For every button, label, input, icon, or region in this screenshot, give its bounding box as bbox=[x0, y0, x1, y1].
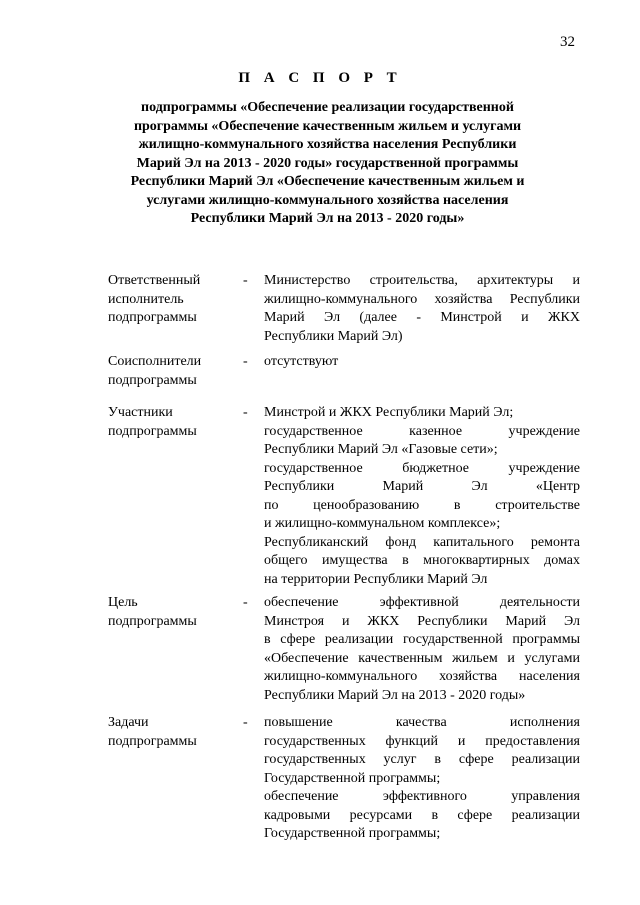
subtitle-line: программы «Обеспечение качественным жильем и услугами bbox=[133, 118, 522, 134]
row-label-line: Соисполнители bbox=[108, 354, 202, 369]
row-label bbox=[108, 594, 238, 631]
row-content-line: Республики Марий Эл «Центр bbox=[264, 479, 580, 494]
row-label-line: подпрограммы bbox=[108, 372, 197, 388]
row-content-line: повышение качества исполнения bbox=[264, 715, 580, 730]
document-title: П А С П О Р Т bbox=[238, 70, 402, 86]
row-content-line: общего имущества в многоквартирных домах bbox=[264, 553, 580, 568]
row-content-line: по ценообразованию в строительстве bbox=[264, 497, 580, 513]
row-content-line: Республиканский фонд капитального ремонта bbox=[264, 534, 580, 550]
row-label bbox=[108, 404, 238, 441]
row-label-line: подпрограммы bbox=[108, 423, 197, 439]
row-content-line: обеспечение эффективной деятельности bbox=[264, 595, 580, 610]
row-content bbox=[264, 594, 580, 705]
row-label-line: Ответственный bbox=[108, 273, 201, 288]
row-content-line: в сфере реализации государственной программы bbox=[264, 632, 580, 647]
row-content-line: отсутствуют bbox=[264, 354, 339, 369]
row-content-line: жилищно-коммунального хозяйства населения bbox=[264, 669, 580, 684]
row-dash: - bbox=[243, 595, 248, 610]
row-label bbox=[108, 272, 238, 328]
row-content bbox=[264, 353, 580, 372]
row-content-line: государственное казенное учреждение bbox=[264, 423, 580, 439]
row-label-line: Задачи bbox=[108, 715, 149, 730]
page-number: 32 bbox=[560, 34, 575, 50]
row-label-line: Цель bbox=[108, 595, 138, 610]
subtitle-line: услугами жилищно-коммунального хозяйства населения bbox=[146, 192, 509, 208]
row-content-line: жилищно-коммунального хозяйства Республики bbox=[264, 291, 580, 307]
row-label-line: подпрограммы bbox=[108, 310, 197, 325]
subtitle-line: жилищно-коммунального хозяйства населения Республики bbox=[138, 137, 517, 152]
row-content bbox=[264, 404, 580, 589]
subtitle-line: подпрограммы «Обеспечение реализации государственной bbox=[141, 100, 514, 115]
subtitle-line: Марий Эл на 2013 - 2020 годы» государственной программы bbox=[136, 155, 519, 171]
row-content-line: государственное бюджетное учреждение bbox=[264, 460, 580, 476]
row-dash: - bbox=[243, 715, 248, 730]
row-content-line: обеспечение эффективного управления bbox=[264, 789, 580, 804]
row-label-line: исполнитель bbox=[108, 291, 184, 307]
row-content-line: Минстроя и ЖКХ Республики Марий Эл bbox=[264, 613, 580, 629]
row-content-line: и жилищно-коммунальном комплексе»; bbox=[264, 516, 501, 531]
row-content-line: «Обеспечение качественным жильем и услугами bbox=[264, 650, 580, 666]
row-label bbox=[108, 714, 238, 751]
row-content bbox=[264, 714, 580, 844]
row-content-line: государственных услуг в сфере реализации bbox=[264, 752, 580, 767]
row-content-line: Республики Марий Эл «Газовые сети»; bbox=[264, 442, 498, 457]
row-dash: - bbox=[243, 354, 248, 369]
row-content bbox=[264, 272, 580, 346]
row-label-line: Участники bbox=[108, 405, 173, 420]
document-subtitle bbox=[100, 99, 555, 229]
row-content-line: государственных функций и предоставления bbox=[264, 733, 580, 749]
row-label-line: подпрограммы bbox=[108, 613, 197, 629]
row-content-line: Минстрой и ЖКХ Республики Марий Эл; bbox=[264, 405, 514, 420]
row-content-line: Республики Марий Эл на 2013 - 2020 годы» bbox=[264, 687, 526, 703]
row-content-line: Республики Марий Эл) bbox=[264, 328, 403, 344]
row-content-line: кадровыми ресурсами в сфере реализации bbox=[264, 807, 580, 823]
subtitle-line: Республики Марий Эл на 2013 - 2020 годы» bbox=[190, 211, 465, 226]
row-content-line: Государственной программы; bbox=[264, 770, 441, 786]
row-dash: - bbox=[243, 273, 248, 288]
row-content-line: Марий Эл (далее - Минстрой и ЖКХ bbox=[264, 310, 580, 325]
row-dash: - bbox=[243, 405, 248, 420]
row-content-line: Министерство строительства, архитектуры и bbox=[264, 273, 580, 288]
row-content-line: на территории Республики Марий Эл bbox=[264, 571, 488, 587]
subtitle-line: Республики Марий Эл «Обеспечение качественным жильем и bbox=[130, 174, 525, 189]
row-content-line: Государственной программы; bbox=[264, 826, 441, 841]
row-label-line: подпрограммы bbox=[108, 733, 197, 749]
row-label bbox=[108, 353, 238, 390]
